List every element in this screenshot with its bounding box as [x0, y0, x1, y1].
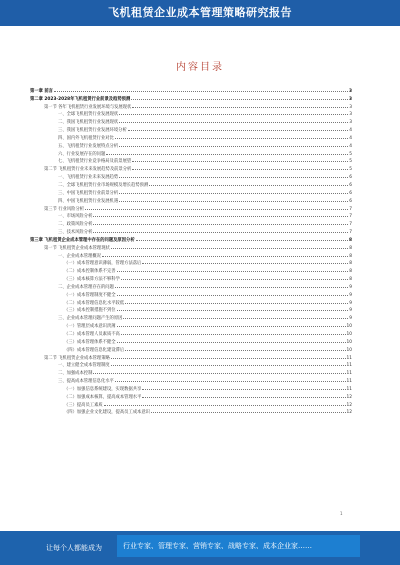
toc-leader-dots — [132, 107, 348, 108]
toc-leader-dots — [111, 365, 346, 366]
toc-entry[interactable] — [30, 227, 352, 235]
toc-leader-dots — [142, 389, 345, 390]
toc-entry[interactable] — [30, 102, 352, 110]
toc-entry-text: 三、中国飞机租赁行业前景分析 — [58, 190, 119, 196]
toc-leader-dots — [93, 224, 348, 225]
toc-entry-text: （四）加强企业文化建设，提高员工成本意识 — [64, 410, 150, 416]
toc-leader-dots — [132, 169, 348, 170]
toc-leader-dots — [121, 279, 348, 280]
toc-entry-page: 3 — [349, 88, 352, 94]
toc-leader-dots — [119, 177, 348, 178]
toc-entry-text: 第三章 飞机租赁企业成本管理中存在的问题及原因分析 — [30, 237, 135, 243]
toc-entry[interactable] — [30, 337, 352, 345]
toc-leader-dots — [142, 397, 345, 398]
toc-entry-page: 5 — [349, 167, 352, 173]
toc-entry[interactable] — [30, 329, 352, 337]
toc-entry-page: 8 — [349, 245, 352, 251]
toc-leader-dots — [115, 381, 346, 382]
toc-entry-page: 6 — [349, 190, 352, 196]
toc-leader-dots — [115, 287, 348, 288]
toc-leader-dots — [117, 310, 349, 311]
toc-entry-text: 第三节 行业风险分析 — [44, 206, 85, 212]
toc-leader-dots — [93, 232, 348, 233]
toc-entry[interactable] — [30, 345, 352, 353]
toc-entry[interactable] — [30, 86, 352, 94]
toc-entry-page: 4 — [349, 128, 352, 134]
toc-entry-page: 7 — [349, 230, 352, 236]
toc-entry-page: 10 — [346, 324, 352, 330]
toc-entry-page: 8 — [349, 261, 352, 267]
toc-leader-dots — [102, 256, 348, 257]
toc-entry-text: 三、企业成本管理问题产生的原因 — [58, 316, 123, 322]
toc-entry[interactable] — [30, 212, 352, 220]
toc-leader-dots — [142, 263, 348, 264]
toc-leader-dots — [119, 114, 348, 115]
toc-leader-dots — [117, 295, 349, 296]
toc-entry-text: （三）成本核算方法不够科学 — [64, 277, 120, 283]
toc-entry-page: 5 — [349, 159, 352, 165]
toc-entry-text: 七、飞机租赁行业竞争格局及前景展望 — [58, 159, 132, 165]
toc-entry-page: 8 — [349, 253, 352, 259]
toc-entry-text: 三、技术风险分析 — [58, 230, 93, 236]
toc-entry[interactable] — [30, 306, 352, 314]
toc-entry-page: 12 — [346, 402, 352, 408]
toc-entry-text: 一、全球飞机租赁行业发展现状 — [58, 112, 119, 118]
toc-entry[interactable] — [30, 368, 352, 376]
toc-entry[interactable] — [30, 157, 352, 165]
toc-entry-text: （二）成本管理人员素质不高 — [64, 332, 120, 337]
toc-entry-page: 9 — [349, 308, 352, 314]
toc-entry-text: 三、我国飞机租赁行业发展环境分析 — [58, 128, 127, 134]
toc-entry-text: （二）加强成本核算，提高成本管理水平 — [64, 394, 142, 400]
toc-entry-page: 3 — [349, 112, 352, 118]
toc-entry-text: （一）管理层成本意识淡薄 — [64, 324, 116, 330]
toc-entry[interactable] — [30, 110, 352, 118]
toc-entry-text: 第二节 飞机租赁行业未来发展趋势及前景分析 — [44, 167, 132, 173]
toc-entry-text: 一、市场风险分析 — [58, 214, 93, 220]
toc-entry-page: 7 — [349, 214, 352, 220]
toc-entry-page: 11 — [346, 386, 352, 392]
toc-entry[interactable] — [30, 400, 352, 408]
toc-entry-text: （三）提高员工素质 — [64, 402, 103, 408]
toc-entry-text: 一、飞机租赁行业未来发展趋势 — [58, 175, 119, 181]
toc-leader-dots — [151, 412, 346, 413]
toc-entry[interactable] — [30, 243, 352, 251]
toc-entry[interactable] — [30, 164, 352, 172]
toc-leader-dots — [119, 201, 348, 202]
table-of-contents — [30, 86, 352, 415]
toc-entry[interactable] — [30, 172, 352, 180]
toc-entry[interactable] — [30, 117, 352, 125]
toc-leader-dots — [115, 138, 348, 139]
toc-entry[interactable] — [30, 133, 352, 141]
toc-entry[interactable] — [30, 353, 352, 361]
toc-entry-page: 9 — [349, 300, 352, 306]
toc-entry-page: 10 — [346, 339, 352, 345]
toc-entry-text: （三）成本管理体系不健全 — [64, 339, 116, 345]
document-title: 飞机租赁企业成本管理策略研究报告 — [108, 6, 292, 19]
toc-entry[interactable] — [30, 94, 352, 102]
toc-leader-dots — [54, 91, 348, 92]
toc-leader-dots — [125, 303, 348, 304]
toc-entry-text: （三）成本控制措施不到位 — [64, 308, 116, 314]
toc-entry-text: （二）成本管理信息化水平较低 — [64, 300, 125, 306]
toc-leader-dots — [117, 342, 346, 343]
toc-entry-page: 7 — [349, 222, 352, 228]
toc-entry-page: 6 — [349, 198, 352, 204]
toc-leader-dots — [117, 271, 349, 272]
toc-entry-page: 8 — [349, 237, 352, 243]
toc-entry-page: 12 — [346, 410, 352, 416]
toc-leader-dots — [117, 326, 346, 327]
toc-entry[interactable] — [30, 188, 352, 196]
toc-entry[interactable] — [30, 274, 352, 282]
toc-entry-text: 二、全球飞机租赁行业市场规模及增长趋势预测 — [58, 182, 149, 188]
toc-entry[interactable] — [30, 141, 352, 149]
toc-entry[interactable] — [30, 298, 352, 306]
toc-leader-dots — [106, 154, 348, 155]
toc-entry[interactable] — [30, 384, 352, 392]
toc-leader-dots — [123, 318, 348, 319]
toc-entry-text: 四、国内外飞机租赁行业对比 — [58, 135, 114, 141]
toc-entry-text: （四）成本管理信息化建设滞后 — [64, 347, 125, 353]
toc-entry-page: 5 — [349, 151, 352, 157]
toc-leader-dots — [136, 240, 348, 241]
toc-entry-page: 4 — [349, 143, 352, 149]
toc-entry-page: 11 — [346, 379, 352, 385]
toc-entry[interactable] — [30, 321, 352, 329]
toc-entry[interactable] — [30, 361, 352, 369]
footer-tagline: 让每个人都能成为 — [46, 544, 102, 552]
toc-entry[interactable] — [30, 376, 352, 384]
toc-entry-page: 8 — [349, 277, 352, 283]
toc-entry-text: 第二节 飞机租赁企业成本管理策略 — [44, 355, 110, 361]
toc-entry[interactable] — [30, 259, 352, 267]
page-number: 1 — [340, 511, 343, 516]
toc-entry-text: （一）成本管理制度不健全 — [64, 292, 116, 298]
toc-entry-text: 五、飞机租赁行业发展特点分析 — [58, 143, 119, 149]
toc-entry-text: 一、建立健全成本管理制度 — [58, 363, 110, 369]
toc-entry-text: 第二章 2023-2028年飞机租赁行业前景及趋势预测 — [30, 96, 131, 102]
toc-entry-text: （一）加强信息系统建设，实现数据共享 — [64, 386, 142, 392]
toc-entry-page: 3 — [349, 120, 352, 126]
toc-leader-dots — [131, 99, 348, 100]
toc-entry-text: 第一章 前言 — [30, 88, 53, 94]
toc-leader-dots — [93, 216, 348, 217]
toc-leader-dots — [125, 350, 345, 351]
toc-heading: 内容目录 — [176, 62, 224, 73]
toc-entry[interactable] — [30, 313, 352, 321]
toc-leader-dots — [111, 248, 348, 249]
toc-leader-dots — [132, 161, 348, 162]
toc-entry[interactable] — [30, 180, 352, 188]
toc-entry-text: （二）成本控制体系不完善 — [64, 269, 116, 275]
toc-leader-dots — [119, 122, 348, 123]
toc-entry-page: 10 — [346, 332, 352, 337]
toc-entry-text: 四、中国飞机租赁行业发展机遇 — [58, 198, 119, 204]
toc-entry-text: （一）成本管理意识薄弱，管理方法落后 — [64, 261, 142, 267]
toc-entry-text: 二、企业成本管理存在的问题 — [58, 284, 114, 290]
toc-entry-page: 9 — [349, 292, 352, 298]
toc-entry-text: 二、政策风险分析 — [58, 222, 93, 228]
toc-leader-dots — [121, 334, 346, 335]
toc-leader-dots — [119, 193, 348, 194]
toc-entry-page: 12 — [346, 394, 352, 400]
toc-entry-text: 三、提高成本管理信息化水平 — [58, 379, 114, 385]
toc-entry-page: 6 — [349, 175, 352, 181]
toc-leader-dots — [119, 146, 348, 147]
toc-entry[interactable] — [30, 219, 352, 227]
toc-leader-dots — [104, 405, 346, 406]
toc-entry-text: 第一节 各年飞机租赁行业发展环境与发展现状 — [44, 104, 132, 110]
toc-entry-page: 6 — [349, 182, 352, 188]
toc-entry-page: 11 — [346, 371, 352, 377]
toc-leader-dots — [93, 373, 345, 374]
toc-entry-text: 第一节 飞机租赁企业成本管理现状 — [44, 245, 110, 251]
toc-entry[interactable] — [30, 251, 352, 259]
toc-entry-page: 10 — [346, 347, 352, 353]
toc-entry-page: 3 — [349, 104, 352, 110]
toc-entry-text: 二、我国飞机租赁行业发展现状 — [58, 120, 119, 126]
toc-leader-dots — [111, 358, 346, 359]
toc-entry[interactable] — [30, 149, 352, 157]
toc-entry-page: 3 — [349, 96, 352, 102]
toc-leader-dots — [128, 130, 349, 131]
toc-entry[interactable] — [30, 235, 352, 243]
toc-entry[interactable] — [30, 204, 352, 212]
toc-entry[interactable] — [30, 408, 352, 416]
toc-entry-page: 11 — [346, 363, 352, 369]
toc-leader-dots — [85, 209, 348, 210]
toc-entry-text: 二、加强成本控制 — [58, 371, 93, 377]
toc-entry-text: 一、企业成本管理概况 — [58, 253, 101, 259]
toc-entry-page: 7 — [349, 206, 352, 212]
toc-entry[interactable] — [30, 266, 352, 274]
toc-leader-dots — [149, 185, 348, 186]
footer-banner — [0, 531, 400, 565]
toc-entry-text: 六、行业发展存在的问题 — [58, 151, 106, 157]
toc-entry-page: 9 — [349, 284, 352, 290]
toc-entry-page: 9 — [349, 316, 352, 322]
toc-entry-page: 8 — [349, 269, 352, 275]
toc-entry[interactable] — [30, 392, 352, 400]
toc-entry[interactable] — [30, 125, 352, 133]
toc-entry[interactable] — [30, 290, 352, 298]
toc-entry[interactable] — [30, 196, 352, 204]
toc-entry-page: 11 — [346, 355, 352, 361]
toc-entry-page: 4 — [349, 135, 352, 141]
toc-entry[interactable] — [30, 282, 352, 290]
footer-roles: 行业专家、管理专家、营销专家、战略专家、成本企业家…… — [117, 535, 360, 557]
document-header-bar — [0, 0, 400, 26]
